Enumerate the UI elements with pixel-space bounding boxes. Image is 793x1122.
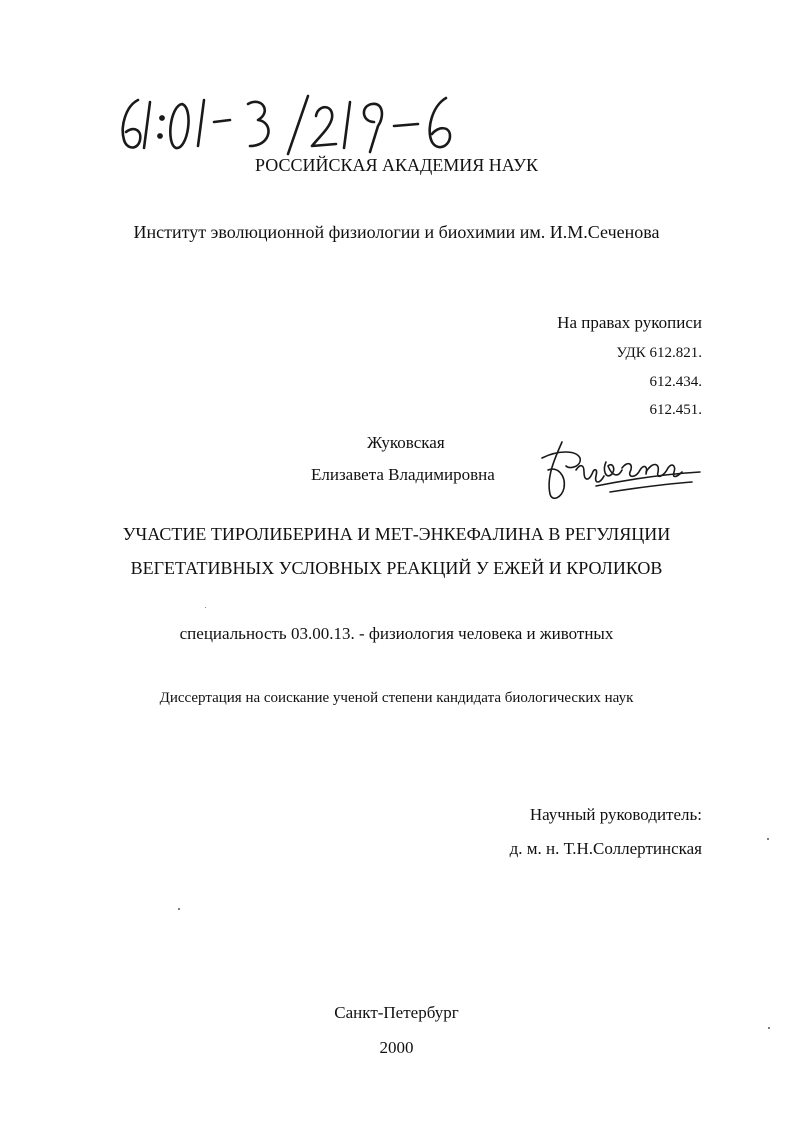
author-surname: Жуковская bbox=[367, 433, 445, 452]
scan-speck bbox=[768, 1027, 770, 1029]
supervisor-name: д. м. н. Т.Н.Соллертинская bbox=[509, 839, 702, 858]
manuscript-note: На правах рукописи bbox=[557, 313, 702, 332]
udc-line-3: 612.451. bbox=[649, 402, 702, 418]
year: 2000 bbox=[379, 1038, 414, 1057]
supervisor-label: Научный руководитель: bbox=[529, 805, 702, 824]
scan-speck bbox=[205, 607, 206, 608]
specialty-line: специальность 03.00.13. - физиология человека и животных bbox=[179, 624, 614, 643]
thesis-title-line-1: УЧАСТИЕ ТИРОЛИБЕРИНА И МЕТ-ЭНКЕФАЛИНА В РЕГУЛЯЦИИ bbox=[122, 524, 671, 544]
archive-number-handwriting bbox=[112, 86, 492, 166]
udc-line-1: УДК 612.821. bbox=[616, 345, 702, 361]
udc-line-2: 612.434. bbox=[649, 374, 702, 390]
thesis-title-line-2: ВЕГЕТАТИВНЫХ УСЛОВНЫХ РЕАКЦИЙ У ЕЖЕЙ И КРОЛИКОВ bbox=[130, 558, 663, 578]
city: Санкт-Петербург bbox=[334, 1003, 459, 1022]
scan-speck bbox=[767, 838, 769, 840]
author-signature bbox=[536, 436, 706, 506]
scan-speck bbox=[178, 908, 180, 910]
author-given-names: Елизавета Владимировна bbox=[311, 465, 495, 484]
institute-name: Институт эволюционной физиологии и биохимии им. И.М.Сеченова bbox=[133, 222, 660, 242]
academy-name: РОССИЙСКАЯ АКАДЕМИЯ НАУК bbox=[255, 155, 538, 175]
degree-line: Диссертация на соискание ученой степени кандидата биологических наук bbox=[159, 690, 634, 706]
